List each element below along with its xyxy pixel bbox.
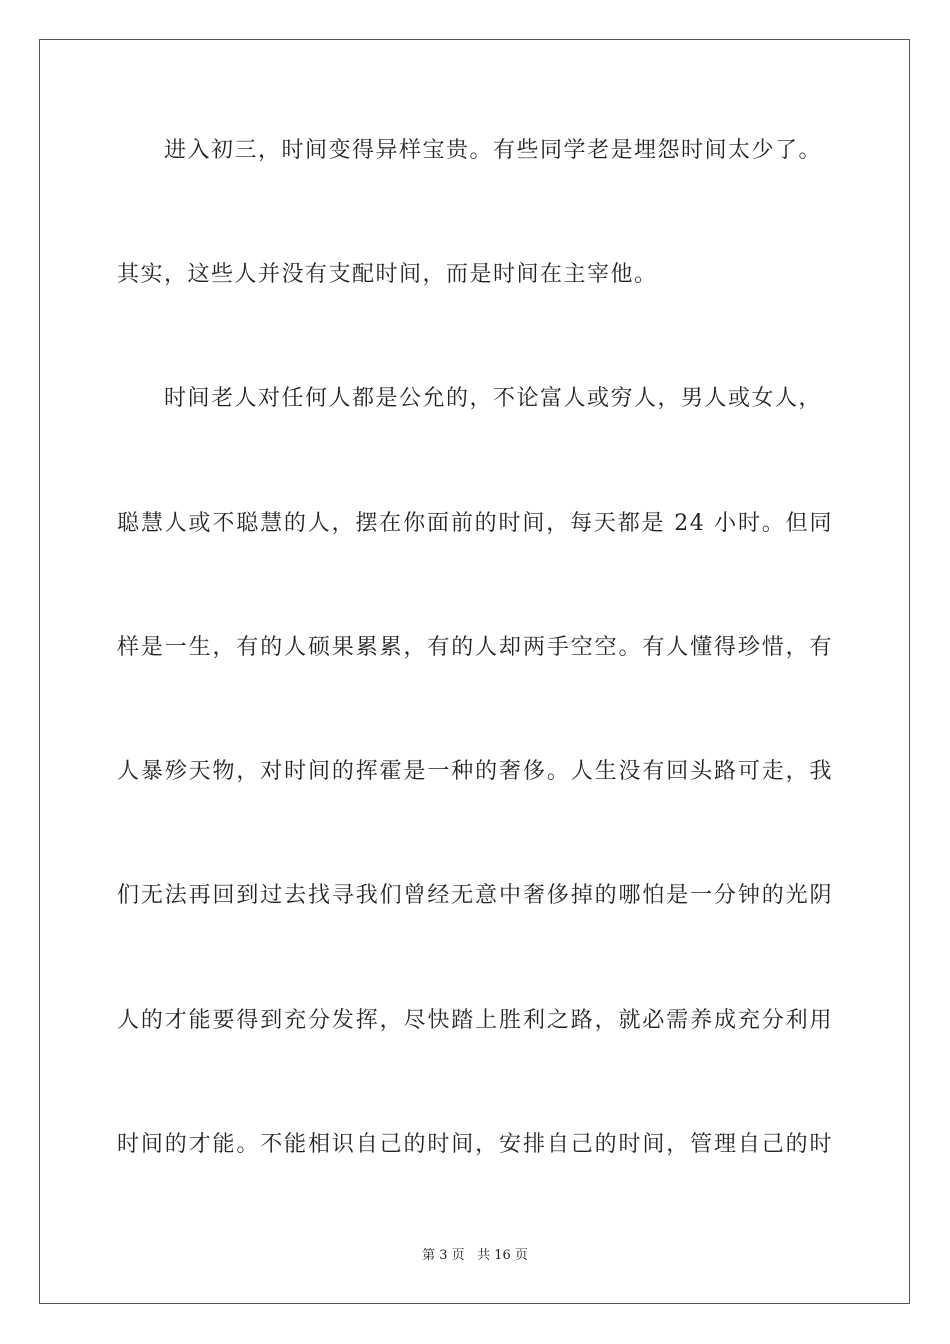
paragraph-2-line-5: 们无法再回到过去找寻我们曾经无意中奢侈掉的哪怕是一分钟的光阴 (117, 883, 833, 908)
paragraph-2-line-1: 时间老人对任何人都是公允的，不论富人或穷人，男人或女人， (164, 386, 823, 411)
paragraph-2-line-2: 聪慧人或不聪慧的人，摆在你面前的时间，每天都是 24 小时。但同 (117, 511, 833, 536)
paragraph-2-line-6: 人的才能要得到充分发挥，尽快踏上胜利之路，就必需养成充分利用 (117, 1008, 833, 1033)
page-frame (39, 39, 910, 1304)
paragraph-2-line-3: 样是一生，有的人硕果累累，有的人却两手空空。有人懂得珍惜，有 (117, 635, 833, 660)
page-number: 第 3 页 (422, 1248, 465, 1263)
paragraph-2-line-4: 人暴殄天物，对时间的挥霍是一种的奢侈。人生没有回头路可走，我 (117, 759, 833, 784)
page-footer (0, 1247, 950, 1265)
paragraph-1-line-2: 其实，这些人并没有支配时间，而是时间在主宰他。 (117, 262, 658, 287)
paragraph-1-line-1: 进入初三，时间变得异样宝贵。有些同学老是埋怨时间太少了。 (164, 138, 823, 163)
paragraph-2-line-7: 时间的才能。不能相识自己的时间，安排自己的时间，管理自己的时 (117, 1132, 833, 1157)
total-pages: 共 16 页 (477, 1248, 528, 1263)
